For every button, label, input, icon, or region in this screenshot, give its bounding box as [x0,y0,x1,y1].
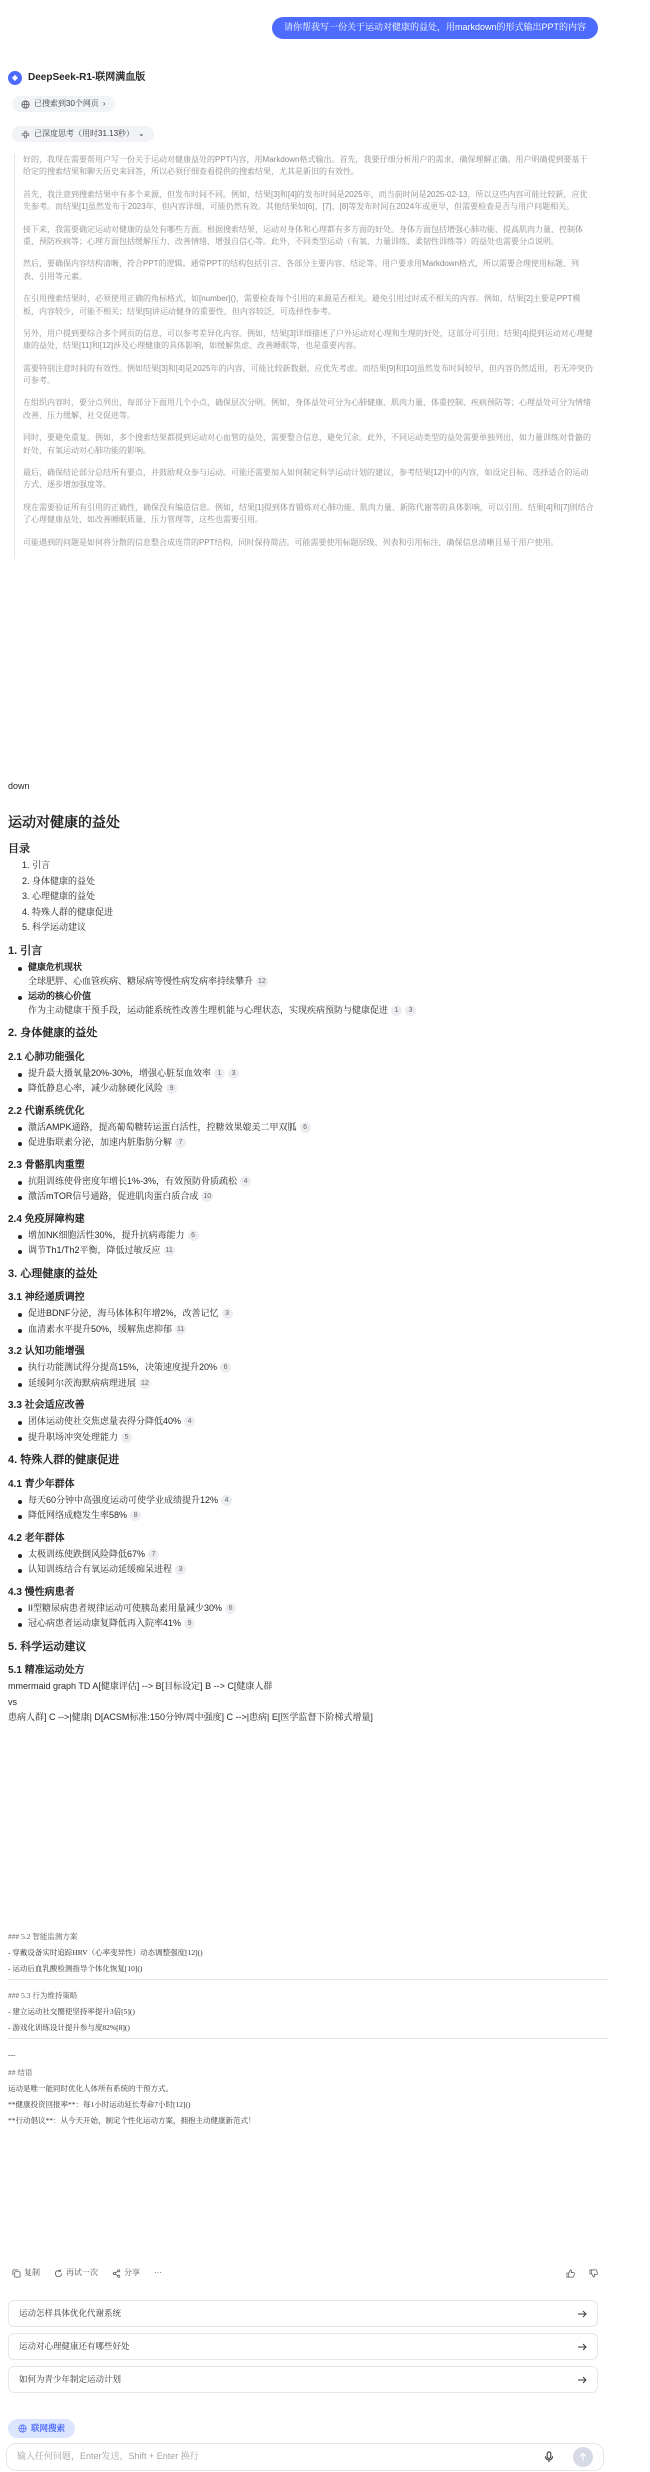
list-item [18,1323,608,1337]
list-item [18,990,608,1017]
arrow-right-icon [577,2375,587,2385]
citation-badge[interactable]: 5 [121,1432,132,1443]
citation-badge[interactable]: 12 [141,1379,149,1387]
markdown-line: --- [8,2050,16,2059]
arrow-right-icon [577,2309,587,2319]
markdown-heading: ### 5.3 行为维持策略 [8,1991,78,2000]
markdown-heading: ## 结语 [8,2068,33,2077]
suggestion-label: 如何为青少年制定运动计划 [19,2374,122,2385]
list-item-text: 调节Th1/Th2平衡，降低过敏反应 [28,1245,161,1255]
markdown-line: - 游戏化训练设计提升参与度82%[8]() [8,2023,130,2032]
bullet-list [8,1494,608,1523]
copy-button[interactable] [12,2267,40,2279]
list-item [18,1602,608,1616]
citation-badge[interactable]: 9 [166,1083,177,1094]
arrow-right-icon [577,2342,587,2352]
thinking-paragraph: 接下来，我需要确定运动对健康的益处有哪些方面。根据搜索结果，运动对身体和心理都有多方面的好处。身体方面包括增强心肺功能、提高肌肉力量、控制体重、预防疾病等；心理方面包括缓解压力、改善情绪、增强自信心等。此外，不同类型运动（有氧、力量训练、柔韧性训练等）的益处也需要分点说明。 [23,224,583,246]
thinking-paragraph: 最后，确保结论部分总结所有要点，并鼓励观众参与运动。可能还需要加入如何制定科学运动计划的建议，参考结果[12]中的内容，如设定目标、选择适合的运动方式、逐步增加强度等。 [23,468,589,490]
deep-think-chip[interactable] [12,126,154,142]
bullet-list [8,1067,608,1096]
markdown-raw-tail [8,1925,608,2131]
citation-badge[interactable]: 6 [220,1362,231,1373]
section-heading: 5. 科学运动建议 [8,1640,87,1653]
microphone-icon[interactable] [543,2451,555,2463]
list-item-text: 抗阻训练使骨密度年增长1%-3%，有效预防骨质疏松 [28,1175,238,1186]
markdown-line: - 运动后血乳酸检测指导个体化恢复[10]() [8,1964,143,1973]
divider [8,1979,608,1980]
subsection-heading: 3.1 神经递质调控 [8,1292,85,1303]
thinking-paragraph: 然后，要确保内容结构清晰，符合PPT的逻辑。通常PPT的结构包括引言、各部分主要内容、结论等。用户要求用Markdown格式，所以需要合理使用标题、列表、引用等元素。 [23,259,580,281]
list-item-text: 血清素水平提升50%，缓解焦虑抑郁 [28,1323,173,1334]
thumbs-up-icon[interactable] [566,2269,575,2278]
citation-badge[interactable]: 3 [405,1005,416,1016]
plain-text-line: vs [8,1696,17,1707]
bullet-list [8,1548,608,1577]
list-item-text: 激活AMPK通路，提高葡萄糖转运蛋白活性，控糖效果媲美二甲双胍 [28,1121,297,1132]
subsection-heading: 2.3 骨骼肌肉重塑 [8,1159,85,1171]
chevron-right-icon: › [102,99,106,108]
citation-badge[interactable]: 4 [240,1176,251,1187]
list-item-text: 认知训练结合有氧运动延缓痴呆进程 [28,1564,173,1574]
suggestion-item[interactable] [8,2366,598,2393]
thinking-paragraph: 同时，要避免重复。例如，多个搜索结果都提到运动对心血管的益处，需要整合信息，避免冗余。此外，不同运动类型的益处需要单独列出，如力量训练对骨骼的好处，有氧运动对心肺功能的影响。 [23,433,591,455]
thinking-paragraph: 可能遇到的问题是如何将分散的信息整合成连贯的PPT结构，同时保持简洁。可能需要使用标题层级、列表和引用标注，确保信息清晰且易于用户使用。 [23,537,559,547]
markdown-line: **行动倡议**：从今天开始，制定个性化运动方案，拥抱主动健康新范式！ [8,2116,256,2125]
message-actions [12,2267,598,2279]
list-item [18,1082,608,1096]
bullet-list [8,1415,608,1444]
list-item [18,1361,608,1375]
search-results-chip[interactable] [12,96,115,112]
citation-badge[interactable]: 6 [188,1230,199,1241]
bullet-bold-label: 健康危机现状 [28,962,83,972]
list-item-text: 促进BDNF分泌，海马体体积年增2%，改善记忆 [28,1308,219,1318]
list-item [18,1494,608,1508]
feedback-group [566,2269,598,2278]
suggestion-item[interactable] [8,2300,598,2327]
more-button[interactable]: ··· [154,2268,162,2277]
bullet-list [8,961,608,1017]
citation-badge[interactable]: 1 [391,1005,402,1016]
bullet-detail [28,1004,608,1018]
list-item [18,1175,608,1189]
model-name: DeepSeek-R1-联网满血版 [28,72,146,83]
citation-badge[interactable]: 6 [225,1603,236,1614]
subsection-heading: 2.2 代谢系统优化 [8,1105,85,1117]
list-item [18,961,608,988]
search-chip-label: 已搜索到30个网页 [34,99,99,108]
subsection-heading: 4.3 慢性病患者 [8,1586,75,1598]
list-item [18,1121,608,1135]
markdown-line: - 穿戴设备实时追踪HRV（心率变异性）动态调整强度[12]() [8,1948,203,1957]
list-item-text: II型糖尿病患者规律运动可使胰岛素用量减少30% [28,1602,223,1613]
list-item-text: 提升职场冲突处理能力 [28,1431,119,1442]
citation-badge[interactable]: 1 [214,1068,225,1079]
citation-badge[interactable]: 9 [184,1618,195,1629]
answer-content [8,780,608,1727]
web-search-label: 联网搜索 [31,2423,66,2433]
answer-sections [8,943,608,1725]
subsection-heading: 4.2 老年群体 [8,1532,65,1544]
list-item-text: 增加NK细胞活性30%，提升抗病毒能力 [28,1229,185,1240]
copy-label: 复制 [24,2268,40,2277]
think-chip-label: 已深度思考（用时31.13秒） [34,129,135,138]
user-message-bubble: 请你帮我写一份关于运动对健康的益处，用markdown的形式输出PPT的内容 [272,17,598,39]
bullet-list [8,1121,608,1150]
toc-item: 1. 引言 [22,860,51,870]
thinking-paragraph: 在组织内容时，要分点列出，每部分下面用几个小点，确保层次分明。例如，身体益处可分为心肺健康、肌肉力量、体重控制、疾病预防等；心理益处可分为情绪改善、压力缓解、社交促进等。 [23,398,591,420]
citation-badge[interactable]: 3 [228,1068,239,1079]
toc-item: 4. 特殊人群的健康促进 [22,906,114,917]
citation-badge[interactable]: 11 [177,1325,185,1333]
citation-badge[interactable]: 6 [300,1122,311,1133]
share-button[interactable] [112,2267,140,2279]
citation-badge[interactable]: 11 [165,1247,173,1255]
model-header [8,70,145,85]
citation-badge[interactable]: 3 [175,1564,186,1575]
thinking-paragraph: 需要特别注意时间的有效性。例如结果[3]和[4]是2025年的内容，可能比较新数据，应优先考虑。而结果[9]和[10]虽然发布时间较早，但内容仍然适用，若无冲突仍可参考。 [23,363,593,386]
suggestion-item[interactable] [8,2333,598,2360]
toc-item: 3. 心理健康的益处 [22,891,96,901]
list-item [18,1190,608,1204]
retry-button[interactable] [54,2267,98,2279]
citation-badge[interactable]: 7 [175,1137,186,1148]
list-item-text: 冠心病患者运动康复降低再入院率41% [28,1618,182,1628]
send-button[interactable] [573,2447,593,2467]
toc-item: 2. 身体健康的益处 [22,875,96,886]
bullet-list [8,1175,608,1204]
markdown-line: - 建立运动社交圈使坚持率提升3倍[5]() [8,2007,135,2016]
retry-label: 再试一次 [66,2268,98,2277]
section-heading: 1. 引言 [8,944,43,957]
toc-list [8,859,608,935]
chevron-down-icon: ⌄ [138,129,145,138]
atom-icon [21,130,30,139]
list-item-text: 太极训练使跌倒风险降低67% [28,1548,146,1559]
share-label: 分享 [124,2268,140,2277]
list-item [18,1307,608,1321]
subsection-heading: 5.1 精准运动处方 [8,1665,85,1676]
thinking-paragraph: 另外，用户提到要综合多个网页的信息，可以参考差异化内容。例如，结果[3]详细描述了户外运动对心理和生理的好处，这部分可引用；结果[4]提到运动对心理健康的益处，结果[11]和[12]涉及心理健康的具体影响，如缓解焦虑、改善睡眠等，也是重要内容。 [23,328,593,351]
copy-icon [12,2269,21,2278]
list-item [18,1548,608,1562]
list-item [18,1136,608,1150]
list-item-text: 团体运动使社交焦虑量表得分降低40% [28,1416,182,1426]
thumbs-down-icon[interactable] [589,2269,598,2278]
citation-badge[interactable]: 4 [221,1495,232,1506]
markdown-line: 运动是唯一能同时优化人体所有系统的干预方式。 [8,2084,173,2093]
list-item [18,1244,608,1258]
bullet-list [8,1602,608,1631]
section-heading: 3. 心理健康的益处 [8,1267,98,1280]
suggestion-label: 运动对心理健康还有哪些好处 [19,2341,130,2352]
thinking-paragraph: 好的，我现在需要帮用户写一份关于运动对健康益处的PPT内容，用Markdown格式输出。首先，我要仔细分析用户的需求，确保理解正确。用户明确提到要基于给定的搜索结果和聊天历史来回答，所以必须仔细查看提供的搜索结果，尤其是新旧的有效性。 [23,155,588,177]
share-icon [112,2269,121,2278]
markdown-heading: ### 5.2 智能监测方案 [8,1932,78,1941]
web-search-button[interactable] [8,2419,75,2438]
thinking-panel [14,154,594,559]
suggestion-label: 运动怎样具体优化代谢系统 [19,2308,122,2319]
citation-badge[interactable]: 4 [184,1416,195,1427]
thinking-paragraph: 首先，我注意到搜索结果中有多个来源，但发布时间不同。例如，结果[3]和[4]的发布时间是2025年，而当前时间是2025-02-13，所以这些内容可能比较新，应优先参考。而结果[1]虽然发布于2023年，但内容详细，可能仍然有效。其他结果如[6]、[7]、[8]等发布时间在2024年或更早，但需要检查是否与用户问题相关。 [23,189,588,212]
section-heading: 4. 特殊人群的健康促进 [8,1454,120,1466]
list-item [18,1431,608,1445]
toc-title: 目录 [8,842,30,855]
deepseek-logo-icon: ◆ [8,71,22,85]
answer-title: 运动对健康的益处 [8,813,120,830]
thinking-paragraph: 现在需要验证所有引用的正确性，确保没有编造信息。例如，结果[1]提到体育锻炼对心肺功能、肌肉力量、新陈代谢等的具体影响，可以引用。结果[4]和[7]则结合了心理健康益处，如改善睡眠质量、压力管理等，这些也需要引用。 [23,502,594,525]
section-heading: 2. 身体健康的益处 [8,1027,98,1039]
citation-badge[interactable]: 3 [222,1308,233,1319]
subsection-heading: 2.1 心肺功能强化 [8,1051,85,1063]
markdown-line: **健康投资回报率**：每1小时运动延长寿命7小时[12]() [8,2100,191,2109]
bullet-detail-text: 全球肥胖、心血管疾病、糖尿病等慢性病发病率持续攀升 [28,975,254,986]
subsection-heading: 3.2 认知功能增强 [8,1346,85,1357]
plain-text-line: 患病人群] C -->|健康| D[ACSM标准:150分钟/周中强度] C -->|患病| E[医学监督下阶梯式增量] [8,1712,373,1722]
list-item [18,1563,608,1577]
toc-item: 5. 科学运动建议 [22,922,87,932]
subsection-heading: 2.4 免疫屏障构建 [8,1213,85,1225]
bullet-bold-label: 运动的核心价值 [28,991,92,1001]
subsection-heading: 3.3 社会适应改善 [8,1400,85,1411]
chat-input-placeholder: 输入任何问题，Enter发送，Shift + Enter 换行 [17,2451,199,2462]
bullet-detail-text: 作为主动健康干预手段，运动能系统性改善生理机能与心理状态，实现疾病预防与健康促进 [28,1004,389,1015]
list-item [18,1617,608,1631]
thinking-paragraph: 在引用搜索结果时，必须使用正确的角标格式，如[number]()，需要检查每个引用的来源是否相关。避免引用过时或不相关的内容。例如，结果[2]主要是PPT模板，内容较少，可能不相关；结果[5]讲运动健身的重要性，但内容较泛，可选择性参考。 [23,294,581,316]
list-item-text: 激活mTOR信号通路，促进肌肉蛋白质合成 [28,1191,199,1201]
list-item-text: 延缓阿尔茨海默病病理进展 [28,1377,137,1388]
list-item-text: 促进脂联素分泌，加速内脏脂肪分解 [28,1137,173,1147]
subsection-heading: 4.1 青少年群体 [8,1478,75,1490]
citation-badge[interactable]: 12 [258,977,266,985]
citation-badge[interactable]: 8 [130,1510,141,1521]
bullet-list [8,1229,608,1258]
list-item [18,1377,608,1391]
list-item [18,1067,608,1081]
refresh-icon [54,2269,63,2278]
arrow-up-icon [578,2452,588,2462]
globe-icon [18,2424,27,2433]
globe-icon [21,100,30,109]
down-text: down [8,781,30,791]
citation-badge[interactable]: 10 [203,1193,212,1201]
list-item-text: 降低静息心率，减少动脉硬化风险 [28,1083,164,1093]
list-item-text: 每天60分钟中高强度运动可使学业成绩提升12% [28,1494,219,1505]
bullet-list [8,1361,608,1390]
plain-text-line: mmermaid graph TD A[健康评估] --> B[目标设定] B --> C[健康人群 [8,1681,273,1691]
citation-badge[interactable]: 7 [148,1549,159,1560]
divider [8,2038,608,2039]
bullet-list [8,1307,608,1336]
list-item-text: 提升最大摄氧量20%-30%，增强心脏泵血效率 [28,1067,212,1078]
bullet-detail [28,975,608,989]
list-item-text: 执行功能测试得分提高15%，决策速度提升20% [28,1362,218,1372]
list-item [18,1509,608,1523]
list-item [18,1415,608,1429]
list-item [18,1229,608,1243]
chat-input[interactable] [6,2443,604,2471]
list-item-text: 降低网络成瘾发生率58% [28,1510,128,1520]
